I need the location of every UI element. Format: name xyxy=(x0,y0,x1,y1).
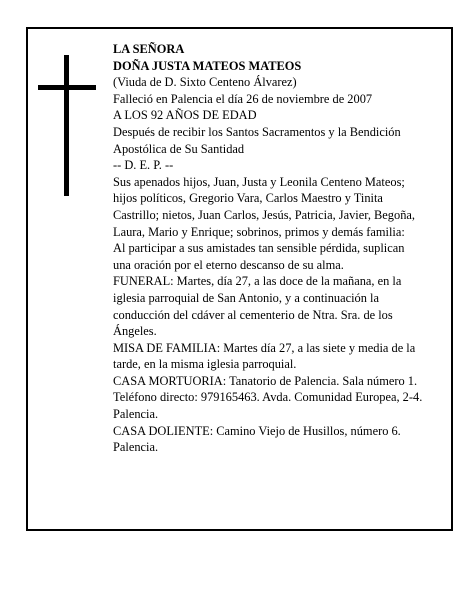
family-list: Sus apenados hijos, Juan, Justa y Leonila Centeno Mateos; hijos políticos, Gregorio Vara, Carlos Maestro y Tinita Castrillo; nietos, Juan Carlos, Jesús, Patricia, Javier, Begoña, Laura, Mario y Enrique; sobrinos, primos y demás familia: xyxy=(113,174,415,239)
cross-icon-bar xyxy=(38,85,96,90)
rip: -- D. E. P. -- xyxy=(113,158,174,173)
obituary-text xyxy=(113,41,425,456)
home-info: CASA DOLIENTE: Camino Viejo de Husillos, número 6. Palencia. xyxy=(113,423,401,455)
funeral-info: FUNERAL: Martes, día 27, a las doce de la mañana, en la iglesia parroquial de San Antonio, y a continuación la conducción del cdáver al cementerio de Ntra. Sra. de los Ángeles. xyxy=(113,274,402,339)
age: A LOS 92 AÑOS DE EDAD xyxy=(113,108,257,123)
death-info: Falleció en Palencia el día 26 de noviembre de 2007 xyxy=(113,91,373,106)
deceased-name: DOÑA JUSTA MATEOS MATEOS xyxy=(113,58,302,73)
sacraments: Después de recibir los Santos Sacramentos y la Bendición Apostólica de Su Santidad xyxy=(113,124,401,156)
cross-icon xyxy=(64,55,69,196)
title-line-1: LA SEÑORA xyxy=(113,42,185,56)
prayer-request: Al participar a sus amistades tan sensible pérdida, suplican una oración por el eterno descanso de su alma. xyxy=(113,241,405,272)
mortuary-info: CASA MORTUORIA: Tanatorio de Palencia. Sala número 1. Teléfono directo: 979165463. Avda. Comunidad Europea, 2-4. Palencia. xyxy=(113,373,423,422)
widow-of: (Viuda de D. Sixto Centeno Álvarez) xyxy=(113,75,297,90)
family-mass-info: MISA DE FAMILIA: Martes día 27, a las siete y media de la tarde, en la misma iglesia parroquial. xyxy=(113,340,416,372)
